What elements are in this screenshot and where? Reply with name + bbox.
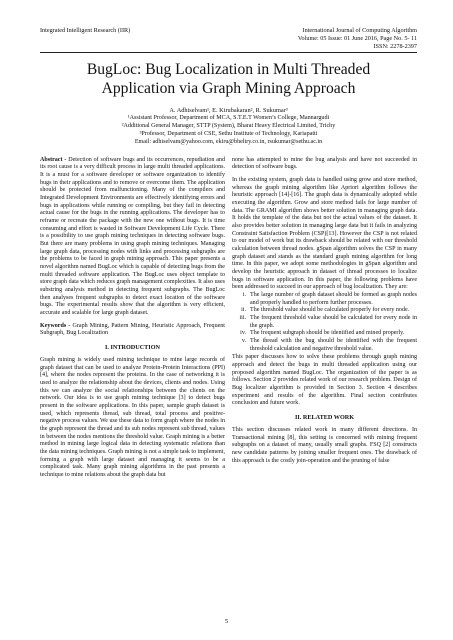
journal-name: International Journal of Computing Algorithm [302, 27, 417, 34]
list-item-text: The thread with the bug should be identified with the frequent threshold calculation and negative threshold value. [250, 337, 417, 352]
journal-issn: ISSN: 2278-2397 [373, 42, 417, 50]
list-item [236, 315, 417, 330]
affiliation-3: ³Professor, Department of CSE, Sethu Institute of Technology, Kariapatti [139, 130, 318, 137]
list-item-number: ii. [241, 307, 246, 314]
author-emails: Email: adhiselvam@yahoo.com, ekiru@bheltry.co.in, rsukumar@sethu.ac.in [134, 138, 323, 145]
list-item [236, 292, 417, 307]
organization-paragraph: This paper discusses how to solve these problems through graph mining approach and detect the bugs in multi threaded application using our proposed algorithm named BugLoc. The organization of the paper is as follows. Section 2 provides related work of our research problem. Design of Bug localizer algorithm is provided in Section 3. Section 4 describes experiment and results of the algorithm. Final section contributes conclusion and future work. [232, 354, 417, 407]
list-item-text: The large number of graph dataset should be formed as graph nodes and properly handled to perform further processes. [250, 291, 417, 306]
list-item-text: The frequent subgraph should be identified and mined properly. [250, 330, 405, 337]
section-heading-introduction: I. INTRODUCTION [104, 343, 160, 351]
list-item [236, 307, 417, 315]
related-work-paragraph: This section discusses related work in many different directions. In Transactional mining [8], this setting is concerned with mining frequent subgraphs on a dataset of many, usually small graphs. FSQ [2] constructs new candidate patterns by joining smaller frequent ones. The drawback of this approach is the costly join-operation and the pruning of false [232, 426, 417, 464]
introduction-paragraph: Graph mining is widely used mining technique to mine large records of graph dataset that can be used to analyze Protein-Protein Interactions (PPI) [4], where the nodes represent the proteins. In the case of networking it is used to analyze the relationship about the devices, clients and nodes. Using this we can analyze the social relationships between the clients on the network. Our idea is to use graph mining technique [3] to detect bugs present in the software applications. In this paper, sample graph dataset is used, which represents thread, sub thread, total process and positive-negative process values. We use these data to form graph where the nodes in the graph represent the thread and its sub nodes represent sub thread, values in between the nodes mentions the threshold value. Graph mining is a better method in mining large logical data in detecting systematic relations than the data mining techniques. Graph mining is not a simple task to implement, forming a graph with large dataset and managing it seems to be a complicated task. Many graph mining algorithms in the past presents a technique to mine relations about the graph data but [40, 356, 225, 478]
journal-volume: Volume: 05 Issue: 01 June 2016, Page No. 5- 11 [297, 34, 417, 42]
list-item-text: The threshold value should be calculated properly for every node. [250, 307, 410, 314]
list-item-text: The frequent threshold value should be calculated for every node in the graph. [250, 314, 417, 329]
abstract-label: Abstract - [40, 156, 67, 163]
list-item-number: v. [241, 337, 246, 344]
paper-title [40, 61, 417, 98]
affiliation-1: ¹Assistant Professor, Department of MCA, S.T.E.T Women’s College, Mannargudi [127, 114, 330, 121]
list-item-number: i. [242, 291, 246, 298]
left-column [40, 157, 225, 480]
list-item [236, 330, 417, 338]
existing-system-paragraph: In the existing system, graph data is handled using grow and store method, whereas the graph mining algorithm like Apriori algorithm follows the heuristic approach [14]-[16]. The graph data is dynamically adopted while executing the algorithm. Grow and store method fails for large number of data. The GRAMI algorithm shows better solution in managing graph data. It holds the template of the data but not the actual values of the dataset. It also provides better solution in managing large data but it fails in analyzing Constraint Satisfaction Problem (CSP)[13]. However the CSP is not related to our model of work but its drawback should be related with our threshold calculation between thread nodes. gSpan algorithm solves the CSP in many graph dataset and stands as the standard graph mining algorithm for long time. In this paper, we adopt some methodologies in gSpan algorithm and develop the heuristic approach in dataset of thread processes to localize bugs in software application. In this paper, the following problems have been addressed to succeed in our approach of bug localization. They are: [232, 176, 417, 291]
right-column [232, 157, 417, 480]
abstract-text: Detection of software bugs and its occurrences, repudiation and its root cause is a very difficult process in large multi threaded applications. It is a must for a software developer or software organization to identify bugs in their applications and to remove or overcome them. The application should be protected from malfunctioning. Many of the compilers and Integrated Development Environments are effectively identifying errors and bugs in applications while running or compiling, but they fail in detecting actual cause for the bugs in the running applications. The developer has to reframe or recreate the package with the new one without bugs. It is time consuming and effort is wasted in Software Development Life Cycle. There is a possibility to use graph mining techniques in detecting software bugs. But there are many problems in using graph mining techniques. Managing large graph data, processing nodes with links and processing subgraphs are the problems to be faced in graph mining approach. This paper presents a novel algorithm named BugLoc which is capable of detecting bugs from the multi threaded software application. The BugLoc uses object template to store graph data which reduces graph management complexities. It also uses substring analysis method in detecting frequent subgraphs. The BugLoc then analyses frequent subgraphs to detect exact location of the software bugs. The experimental results show that the algorithm is very efficient, accurate and scalable for large graph dataset. [40, 156, 225, 316]
list-item-number: iv. [240, 330, 246, 337]
running-header [40, 27, 417, 50]
problem-list [236, 292, 417, 353]
affiliation-2: ²Additional General Manager, STTP (System), Bharat Heavy Electrical Limited, Trichy [121, 122, 336, 129]
page-number: 5 [224, 618, 229, 625]
section-heading-related-work: II. RELATED WORK [294, 414, 355, 422]
intro-continuation: none has attempted to mine the bug analysis and have not succeeded in detection of software bugs. [232, 156, 417, 171]
keywords-label: Keywords - [40, 322, 71, 329]
list-item-number: iii. [239, 314, 246, 321]
list-item [236, 338, 417, 353]
title-line-2: Application via Graph Mining Approach [101, 79, 356, 97]
keywords [40, 323, 225, 338]
header-divider [40, 52, 417, 53]
journal-info [298, 27, 417, 50]
keywords-text: Graph Mining, Pattern Mining, Heuristic Approach, Frequent Subgraph, Bug Localization [40, 322, 225, 337]
author-list: A. Adhiselvam¹, E. Kirubakaran², R. Sukumar³ [169, 106, 288, 114]
publisher-name: Integrated Intelligent Research (IIR) [40, 27, 131, 34]
title-line-1: BugLoc: Bug Localization in Multi Threaded [86, 61, 371, 79]
two-column-body [40, 157, 417, 480]
affiliations [40, 115, 417, 147]
abstract [40, 157, 225, 318]
